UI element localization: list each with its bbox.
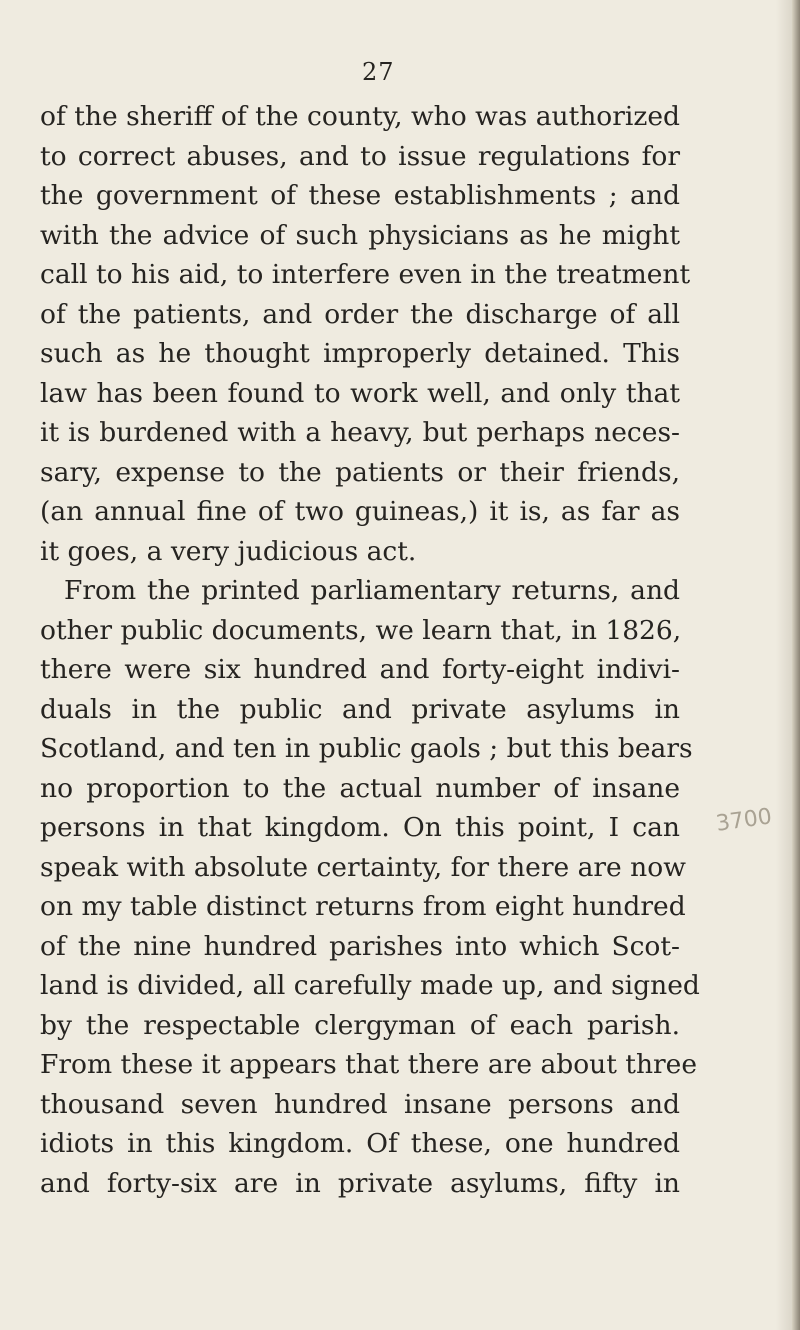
text-line: of the patients, and order the discharge of all xyxy=(40,298,680,330)
text-line: sary, expense to the patients or their friends, xyxy=(40,456,680,488)
text-line: law has been found to work well, and only that xyxy=(40,377,680,409)
text-line: (an annual fine of two guineas,) it is, as far as xyxy=(40,496,680,527)
text-line: and forty-six are in private asylums, fifty in xyxy=(40,1167,680,1199)
text-line: From these it appears that there are about three xyxy=(40,1049,698,1080)
text-line: of the nine hundred parishes into which Scot- xyxy=(40,930,680,962)
text-line: land is divided, all carefully made up, and signed xyxy=(40,970,700,1001)
text-line: persons in that kingdom. On this point, I can xyxy=(40,812,680,843)
text-line: of the sheriff of the county, who was authorized xyxy=(40,101,680,132)
page-number: 27 xyxy=(362,58,395,86)
text-line: speak with absolute certainty, for there are now xyxy=(40,851,686,883)
text-line: no proportion to the actual number of insane xyxy=(40,772,680,804)
text-line: call to his aid, to interfere even in the treatment xyxy=(40,259,691,290)
text-line: the government of these establishments ; and xyxy=(40,180,680,211)
text-line: there were six hundred and forty-eight indivi- xyxy=(40,654,680,685)
text-line: thousand seven hundred insane persons and xyxy=(40,1088,680,1120)
paragraph-start-line: From the printed parliamentary returns, and xyxy=(64,575,680,606)
text-line: on my table distinct returns from eight hundred xyxy=(40,891,686,922)
page-edge xyxy=(792,0,800,1330)
body-text xyxy=(40,97,700,1203)
text-line: by the respectable clergyman of each parish. xyxy=(40,1009,680,1041)
text-line: idiots in this kingdom. Of these, one hundred xyxy=(40,1128,680,1159)
text-line: duals in the public and private asylums in xyxy=(40,693,680,725)
text-line: it goes, a very judicious act. xyxy=(40,535,417,567)
pencil-margin-note: 3700 xyxy=(714,804,774,837)
text-line: such as he thought improperly detained. This xyxy=(40,338,680,369)
text-line: it is burdened with a heavy, but perhaps neces- xyxy=(40,417,680,448)
text-line: to correct abuses, and to issue regulations for xyxy=(40,140,680,172)
text-line: Scotland, and ten in public gaols ; but this bears xyxy=(40,733,693,764)
text-line: other public documents, we learn that, in 1826, xyxy=(40,614,682,646)
text-line: with the advice of such physicians as he might xyxy=(40,219,680,251)
